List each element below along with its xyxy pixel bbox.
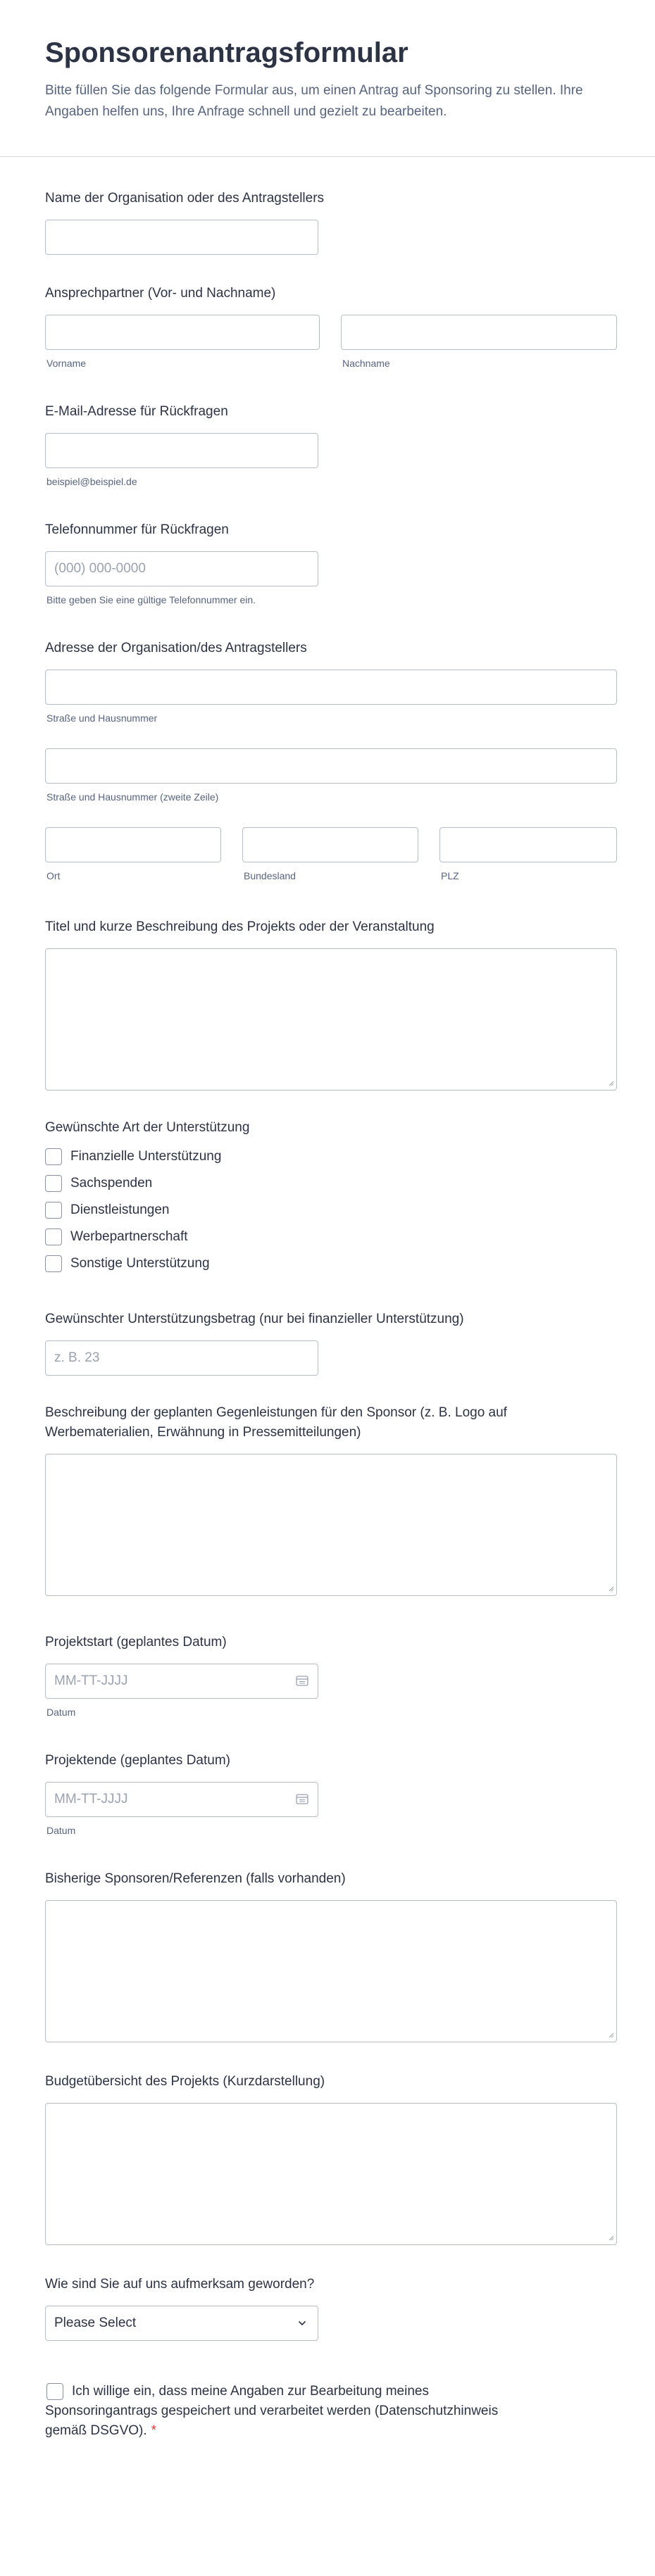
first-name-sublabel: Vorname — [46, 358, 87, 369]
project-start-input[interactable] — [45, 1664, 318, 1699]
consent-label: Ich willige ein, dass meine Angaben zur Bearbeitung meines Sponsoringantrags gespeichert und verarbeitet werden (Datenschutzhinweis gemäß DSGVO). — [45, 2384, 499, 2438]
project-end-sublabel: Datum — [46, 1825, 76, 1836]
field-email — [45, 402, 617, 486]
street-input[interactable] — [45, 670, 617, 705]
resize-grip-icon[interactable] — [607, 1585, 614, 1592]
zip-input[interactable] — [439, 827, 617, 862]
last-name-sublabel: Nachname — [342, 358, 390, 369]
zip-sublabel: PLZ — [441, 870, 459, 881]
city-sublabel: Ort — [46, 870, 61, 881]
field-budget — [45, 2072, 617, 2255]
source-select[interactable] — [45, 2306, 318, 2341]
field-consent — [45, 2382, 617, 2445]
last-name-input[interactable] — [341, 315, 617, 350]
project-end-label: Projektende (geplantes Datum) — [45, 1753, 230, 1768]
source-selected-value: Please Select — [54, 2316, 137, 2330]
phone-label: Telefonnummer für Rückfragen — [45, 522, 229, 537]
amount-label: Gewünschter Unterstützungsbetrag (nur bei finanzieller Unterstützung) — [45, 1312, 464, 1326]
field-project-end — [45, 1751, 617, 1835]
consent-text — [45, 2382, 503, 2441]
consent-checkbox[interactable] — [46, 2383, 63, 2400]
field-phone — [45, 520, 617, 605]
street2-input[interactable] — [45, 748, 617, 784]
state-input[interactable] — [242, 827, 418, 862]
support-option-other[interactable] — [45, 1255, 210, 1273]
project-start-sublabel: Datum — [46, 1707, 76, 1718]
street2-sublabel: Straße und Hausnummer (zweite Zeile) — [46, 791, 219, 803]
project-end-date-wrapper — [45, 1782, 318, 1817]
project-description-textarea[interactable] — [45, 948, 617, 1091]
first-name-input[interactable] — [45, 315, 320, 350]
checkbox[interactable] — [45, 1175, 62, 1192]
org-name-label: Name der Organisation oder des Antragstellers — [45, 191, 325, 206]
city-input[interactable] — [45, 827, 221, 862]
project-description-label: Titel und kurze Beschreibung des Projekts oder der Veranstaltung — [45, 919, 435, 934]
consideration-label: Beschreibung der geplanten Gegenleistungen für den Sponsor (z. B. Logo auf Werbematerialien, Erwähnung in Pressemitteilungen) — [45, 1405, 507, 1440]
project-end-input[interactable] — [45, 1782, 318, 1817]
address-label: Adresse der Organisation/des Antragstellers — [45, 641, 307, 655]
option-label: Finanzielle Unterstützung — [70, 1149, 222, 1164]
email-label: E-Mail-Adresse für Rückfragen — [45, 404, 228, 419]
field-support-type — [45, 1118, 617, 1287]
email-input[interactable] — [45, 433, 318, 468]
contact-label: Ansprechpartner (Vor- und Nachname) — [45, 286, 276, 301]
option-label: Sachspenden — [70, 1176, 153, 1190]
email-sublabel: beispiel@beispiel.de — [46, 476, 137, 487]
org-name-input[interactable] — [45, 220, 318, 255]
calendar-icon[interactable] — [296, 1793, 308, 1804]
resize-grip-icon[interactable] — [607, 2234, 614, 2241]
references-label: Bisherige Sponsoren/Referenzen (falls vorhanden) — [45, 1871, 346, 1886]
phone-sublabel: Bitte geben Sie eine gültige Telefonnummer ein. — [46, 594, 256, 605]
support-type-label: Gewünschte Art der Unterstützung — [45, 1120, 250, 1135]
required-mark: * — [151, 2423, 157, 2438]
support-option-services[interactable] — [45, 1201, 169, 1219]
street-sublabel: Straße und Hausnummer — [46, 712, 158, 724]
checkbox[interactable] — [45, 1255, 62, 1272]
option-label: Dienstleistungen — [70, 1202, 170, 1217]
field-address — [45, 639, 617, 892]
consideration-textarea[interactable] — [45, 1454, 617, 1596]
field-project-start — [45, 1633, 617, 1717]
support-option-advertising[interactable] — [45, 1228, 188, 1246]
checkbox[interactable] — [45, 1229, 62, 1245]
budget-textarea[interactable] — [45, 2103, 617, 2245]
phone-input[interactable] — [45, 551, 318, 586]
field-contact — [45, 284, 617, 368]
source-label: Wie sind Sie auf uns aufmerksam geworden? — [45, 2277, 315, 2292]
field-references — [45, 1869, 617, 2052]
field-source — [45, 2275, 617, 2345]
state-sublabel: Bundesland — [244, 870, 296, 881]
field-amount — [45, 1309, 617, 1380]
checkbox[interactable] — [45, 1148, 62, 1165]
form-header — [0, 0, 655, 157]
option-label: Sonstige Unterstützung — [70, 1256, 210, 1271]
project-start-label: Projektstart (geplantes Datum) — [45, 1635, 227, 1650]
chevron-down-icon — [298, 2320, 306, 2326]
references-textarea[interactable] — [45, 1900, 617, 2042]
budget-label: Budgetübersicht des Projekts (Kurzdarstellung) — [45, 2074, 325, 2089]
project-start-date-wrapper — [45, 1664, 318, 1699]
page-subtitle: Bitte füllen Sie das folgende Formular aus, um einen Antrag auf Sponsoring zu stellen. Ihre Angaben helfen uns, Ihre Anfrage schnell und gezielt zu bearbeiten. — [45, 83, 583, 119]
page-title: Sponsorenantragsformular — [45, 37, 408, 68]
field-consideration — [45, 1403, 617, 1607]
field-org-name — [45, 189, 617, 259]
option-label: Werbepartnerschaft — [70, 1229, 188, 1244]
amount-input[interactable] — [45, 1340, 318, 1376]
resize-grip-icon[interactable] — [607, 2031, 614, 2038]
field-project-description — [45, 917, 617, 1100]
resize-grip-icon[interactable] — [607, 1079, 614, 1086]
support-option-financial[interactable] — [45, 1148, 221, 1166]
checkbox[interactable] — [45, 1202, 62, 1219]
support-option-goods[interactable] — [45, 1174, 152, 1193]
calendar-icon[interactable] — [296, 1675, 308, 1686]
